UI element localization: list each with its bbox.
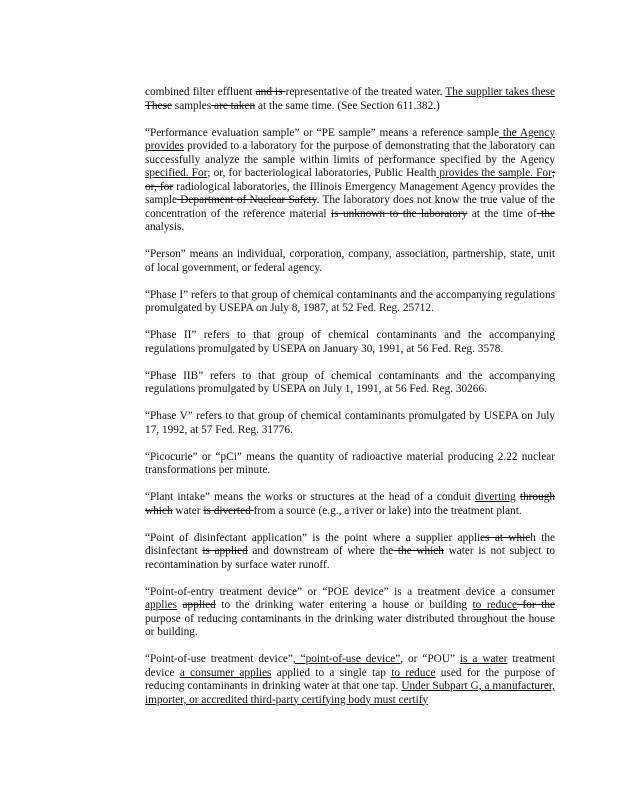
text-run: and downstream of where the	[247, 545, 394, 557]
paragraph-phase-iib	[145, 370, 555, 397]
deleted-text: ; or, for	[145, 167, 555, 193]
inserted-text: to reduce	[472, 599, 517, 611]
paragraph-phase-v	[145, 410, 555, 437]
text-run: radiological laboratories, the Illinois Emergency Management Agency provides the sample	[145, 180, 556, 206]
deleted-text: Department of Nuclear Safety	[177, 194, 317, 206]
text-run: . The laboratory does not know the true value of the concentration of the reference material	[145, 194, 555, 220]
text-run: “Phase IIB” refers to that group of chemical contaminants and the accompanying regulations promulgated by USEPA on July 1, 1991, at 56 Fed. Reg. 30266.	[145, 369, 555, 395]
inserted-text: diverting	[474, 491, 516, 503]
text-run: to the drinking water entering a house or building	[215, 599, 473, 611]
text-run: applied to a single tap	[271, 666, 392, 679]
inserted-text: the Agency provides	[145, 126, 555, 152]
deleted-text: are taken	[211, 99, 256, 112]
deleted-text: is diverted	[203, 504, 254, 517]
paragraph-point-of-entry-treatment-device	[145, 586, 555, 640]
deleted-text: for the	[516, 599, 556, 611]
text-run: combined filter effluent	[145, 86, 256, 98]
paragraph-picocurie	[145, 451, 555, 478]
text-run: “Person” means an individual, corporation, company, association, partnership, state, unit of local government, or federal agency.	[145, 248, 555, 274]
text-run: “Phase II” refers to that group of chemical contaminants and the accompanying regulations promulgated by USEPA on January 30, 1991, at 56 Fed. Reg. 3578.	[145, 329, 555, 355]
text-run: “Performance evaluation sample” or “PE sample” means a reference sample	[145, 126, 499, 139]
paragraph-point-of-disinfectant-application	[145, 532, 555, 573]
text-run: treatment device	[145, 653, 556, 679]
text-run: h the disinfectant	[145, 531, 555, 557]
inserted-text: , “point-of-use device”	[292, 653, 401, 665]
inserted-text: provides the sample. For	[436, 167, 552, 179]
text-run: analysis.	[145, 221, 185, 233]
text-run: from a source (e.g., a river or lake) into the treatment plant.	[253, 504, 522, 517]
inserted-text: applies	[145, 599, 177, 611]
deleted-text: the	[536, 207, 555, 220]
paragraph-phase-i	[145, 289, 555, 316]
text-run: “Plant intake” means the works or structures at the head of a conduit	[145, 491, 475, 503]
paragraph-combined-filter-effluent	[145, 86, 555, 113]
text-run: at the same time. (See Section 611.382.)	[255, 99, 440, 112]
text-run: samples	[171, 99, 212, 112]
text-run: “Phase I” refers to that group of chemical contaminants and the accompanying regulations promulgated by USEPA on July 8, 1987, at 52 Fed. Reg. 25712.	[145, 288, 555, 314]
paragraph-plant-intake	[145, 491, 555, 518]
text-run: used for the purpose of reducing contaminants in drinking water at that one tap.	[145, 666, 555, 692]
document-page	[145, 86, 555, 707]
paragraph-performance-evaluation-sample	[145, 127, 555, 235]
deleted-text: es at whic	[480, 531, 531, 544]
inserted-text: is a water	[459, 653, 508, 665]
text-run: water	[172, 504, 204, 517]
inserted-text: a consumer applies	[179, 666, 272, 679]
deleted-text: through which	[145, 491, 556, 517]
inserted-text: Under Subpart G, a manufacturer, importer, or accredited third-party certifying body must certify	[145, 680, 555, 706]
deleted-text: the which	[393, 545, 444, 557]
inserted-text: specified. For	[145, 167, 208, 179]
text-run: , or “POU”	[400, 653, 460, 665]
text-run: representative of the treated water.	[285, 86, 446, 98]
text-run: at the time of	[467, 207, 537, 220]
deleted-text: applied	[182, 599, 216, 611]
deleted-text: is applied	[202, 545, 248, 557]
text-run: “Point-of-use treatment device”	[145, 653, 293, 665]
inserted-text: The supplier takes these	[445, 86, 556, 98]
deleted-text: is unknown to the laboratory	[331, 207, 468, 220]
text-run: provided to a laboratory for the purpose of demonstrating that the laboratory can successfully analyze the sample within limits of performance specified by the Agency	[145, 140, 555, 166]
text-run: ; or, for bacteriological laboratories, Public Health	[207, 167, 437, 179]
inserted-text: to reduce	[391, 666, 436, 679]
text-run: water is not subject to recontamination by surface water runoff.	[145, 545, 555, 571]
deleted-text: and is	[255, 86, 286, 98]
paragraph-phase-ii	[145, 329, 555, 356]
text-run: “Phase V” refers to that group of chemical contaminants promulgated by USEPA on July 17, 1992, at 57 Fed. Reg. 31776.	[145, 410, 555, 436]
text-run: purpose of reducing contaminants in the drinking water distributed throughout the house or building.	[145, 612, 555, 638]
text-run: “Point of disinfectant application” is the point where a supplier appli	[145, 531, 481, 544]
text-run: “Picocurie” or “pCi” means the quantity of radioactive material producing 2.22 nuclear transformations per minute.	[145, 450, 555, 476]
deleted-text: These	[145, 99, 172, 112]
paragraph-person	[145, 248, 555, 275]
text-run: “Point-of-entry treatment device” or “POE device” is a treatment device a consumer	[145, 585, 555, 598]
paragraph-point-of-use-treatment-device	[145, 653, 555, 707]
